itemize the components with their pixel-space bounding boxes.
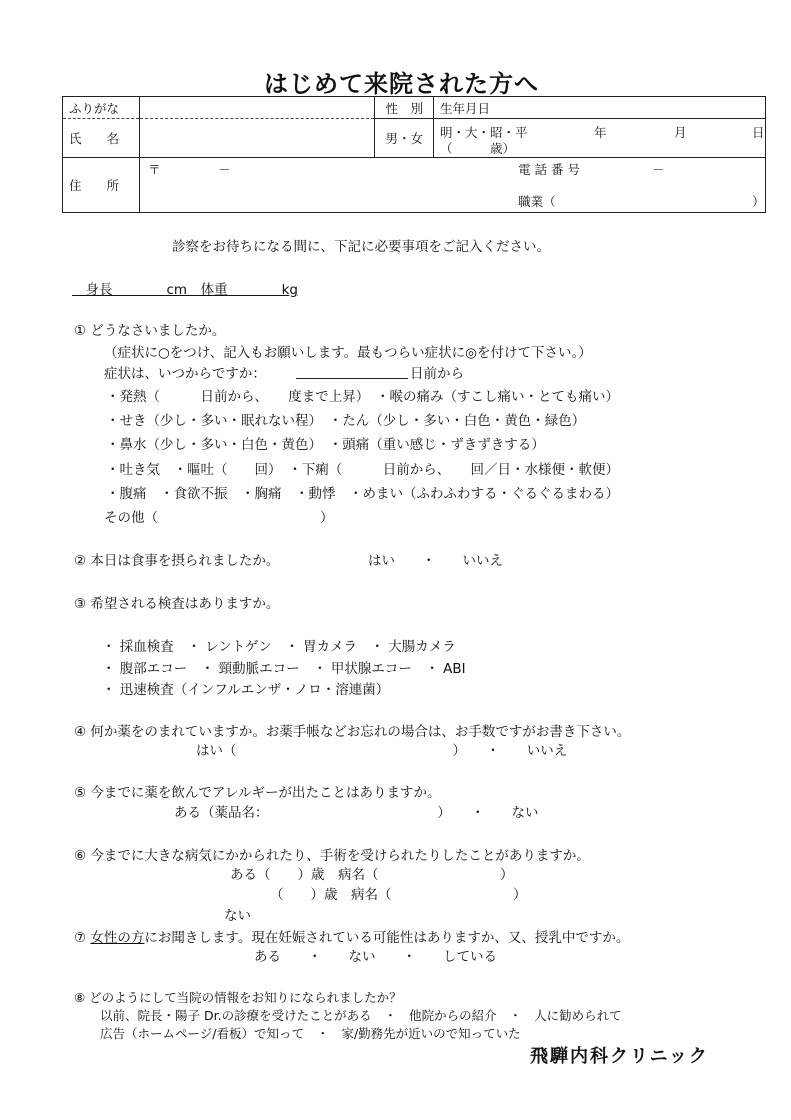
q8-question: ⑧ どのようにして当院の情報をお知りになられましたか？ xyxy=(74,990,402,1005)
month-label: 月 xyxy=(674,125,687,140)
q1-note: （症状に○をつけ、記入もお願いします。最もつらい症状に◎を付けて下さい。） xyxy=(104,345,592,361)
q8-options-line-2[interactable]: 広告（ホームページ/看板）で知って ・ 家/勤務先が近いので知っていた xyxy=(100,1026,521,1041)
name-label: 氏 名 xyxy=(63,119,140,158)
q1-symptom-line-3[interactable]: ・鼻水（少し・多い・白色・黄色） ・頭痛（重い感じ・ずきずきする） xyxy=(106,437,545,453)
sex-options[interactable]: 男・女 xyxy=(375,119,434,158)
q3-exam-line-2[interactable]: ・ 腹部エコー ・ 頸動脈エコー ・ 甲状腺エコー ・ ABI xyxy=(102,661,466,677)
age-label: （ 歳） xyxy=(440,141,516,156)
q7-num: ⑦ xyxy=(74,930,91,946)
q5-answers[interactable]: ある（薬品名： ） ・ ない xyxy=(174,805,539,821)
q4-question: ④ 何か薬をのまれていますか。お薬手帳などお忘れの場合は、お手数ですがお書き下さい。 xyxy=(74,724,631,740)
q7-rest: にお聞きします。現在妊娠されている可能性はありますか、又、授乳中ですか。 xyxy=(144,930,630,946)
q5-question: ⑤ 今までに薬を飲んでアレルギーが出たことはありますか。 xyxy=(74,785,441,801)
q3-exam-line-1[interactable]: ・ 採血検査 ・ レントゲン ・ 胃カメラ ・ 大腸カメラ xyxy=(102,639,456,655)
q1-other-field[interactable]: その他（ ） xyxy=(104,510,334,526)
day-label: 日 xyxy=(752,125,765,140)
q2-question: ② 本日は食事を摂られましたか。 xyxy=(74,553,280,569)
year-label: 年 xyxy=(594,125,607,140)
page-title: はじめて来院された方へ xyxy=(264,70,539,98)
q8-options-line-1[interactable]: 以前、院長・陽子 Dr.の診療を受けたことがある ・ 他院からの紹介 ・ 人に勧められて xyxy=(100,1008,622,1023)
job-label: 職業（ xyxy=(518,194,556,209)
q6-none[interactable]: ない xyxy=(224,908,251,924)
address-field[interactable] xyxy=(140,158,766,213)
q1-symptom-line-5[interactable]: ・腹痛 ・食欲不振 ・胸痛 ・動悸 ・めまい（ふわふわする・ぐるぐるまわる） xyxy=(106,486,619,502)
q3-question: ③ 希望される検査はありますか。 xyxy=(74,596,280,612)
q6-question: ⑥ 今までに大きな病気にかかられたり、手術を受けられたりしたことがありますか。 xyxy=(74,848,590,864)
q1-since-suffix: 日前から xyxy=(410,366,464,382)
postal-dash: － xyxy=(218,162,231,177)
q1-symptom-line-1[interactable]: ・発熱（ 日前から、 度まで上昇） ・喉の痛み（すこし痛い・とても痛い） xyxy=(106,389,619,405)
q1-symptom-line-4[interactable]: ・吐き気 ・嘔吐（ 回） ・下痢（ 日前から、 回／日・水様便・軟便） xyxy=(106,462,619,478)
name-field[interactable] xyxy=(140,119,375,158)
q4-answers[interactable]: はい（ ） ・ いいえ xyxy=(196,743,568,759)
address-label: 住 所 xyxy=(63,158,140,213)
phone-label: 電 話 番 号 xyxy=(518,162,580,177)
birth-field[interactable] xyxy=(434,119,766,158)
q1-symptom-line-2[interactable]: ・せき（少し・多い・眠れない程） ・たん（少し・多い・白色・黄色・緑色） xyxy=(106,413,586,429)
sex-label: 性 別 xyxy=(375,97,434,119)
patient-info-table xyxy=(62,96,766,213)
q7-question xyxy=(74,926,629,946)
birth-label: 生年月日 xyxy=(434,97,766,119)
q1-since-label: 症状は、いつからですか： xyxy=(104,366,266,382)
q6-row-2[interactable]: （ ）歳 病名（ ） xyxy=(270,887,527,903)
q7-underlined-text: 女性の方 xyxy=(90,930,145,946)
instruction-text: 診察をお待ちになる間に、下記に必要事項をご記入ください。 xyxy=(172,239,550,255)
furigana-label: ふりがな xyxy=(63,97,140,119)
q1-question: ① どうなさいましたか。 xyxy=(74,323,226,339)
height-weight-field[interactable]: 身長 cm 体重 kg xyxy=(72,282,298,298)
q3-exam-line-3[interactable]: ・ 迅速検査（インフルエンザ・ノロ・溶連菌） xyxy=(102,682,390,698)
clinic-name: 飛騨内科クリニック xyxy=(530,1046,709,1067)
postal-mark: 〒 xyxy=(148,162,161,177)
job-close: ） xyxy=(752,194,765,209)
birth-eras: 明・大・昭・平 xyxy=(440,125,528,140)
q2-answers[interactable]: はい ・ いいえ xyxy=(368,553,503,569)
phone-dash: － xyxy=(652,162,665,177)
furigana-field[interactable] xyxy=(140,97,375,119)
q6-row-1[interactable]: ある（ ）歳 病名（ ） xyxy=(230,867,514,883)
q7-answers[interactable]: ある ・ ない ・ している xyxy=(254,949,497,965)
q1-since-blank[interactable] xyxy=(296,378,408,379)
